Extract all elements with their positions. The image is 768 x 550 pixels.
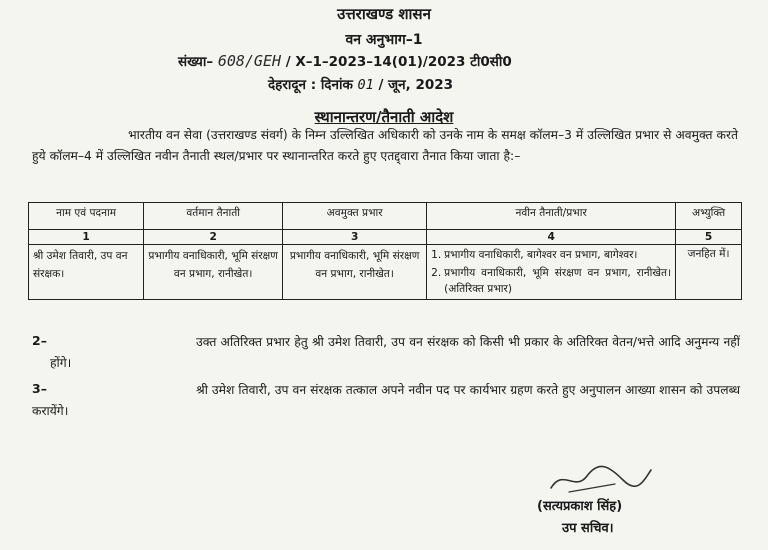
signature-mark <box>545 462 655 496</box>
column-number: 3 <box>283 230 427 245</box>
new-posting-item-number: 2. <box>431 267 442 279</box>
order-date <box>268 75 453 93</box>
new-posting-item-text: प्रभागीय वनाधिकारी, बागेश्वर वन प्रभाग, बागेश्वर। <box>444 249 638 261</box>
new-posting-cell <box>427 245 676 300</box>
current-posting-cell: प्रभागीय वनाधिकारी, भूमि संरक्षण वन प्रभाग, रानीखेत। <box>144 245 283 300</box>
para-2-number: 2– <box>32 333 47 348</box>
officer-name-cell: श्री उमेश तिवारी, उप वन संरक्षक। <box>29 245 144 300</box>
department-heading: वन अनुभाग–1 <box>345 32 423 48</box>
header-new-posting: नवीन तैनाती/प्रभार <box>427 203 676 230</box>
reference-number <box>178 52 512 70</box>
new-posting-item-number: 1. <box>431 249 442 261</box>
table-row <box>29 245 742 300</box>
date-handwritten: 01 <box>357 77 374 93</box>
new-posting-item <box>431 247 671 263</box>
column-number-row <box>29 230 742 245</box>
government-heading: उत्तराखण्ड शासन <box>337 5 431 23</box>
date-suffix: / जून, 2023 <box>378 77 454 93</box>
new-posting-item-text: प्रभागीय वनाधिकारी, भूमि संरक्षण वन प्रभाग, रानीखेत। (अतिरिक्त प्रभार) <box>444 267 672 295</box>
order-title <box>0 107 768 127</box>
signatory-name: (सत्यप्रकाश सिंह) <box>537 499 623 514</box>
transfer-table <box>28 202 742 300</box>
para-2-text: उक्त अतिरिक्त प्रभार हेतु श्री उमेश तिवारी, उप वन संरक्षक को किसी भी प्रकार के अतिरिक्त वेतन/भत्ते आदि अनुमन्य नहीं होंगे। <box>50 335 740 370</box>
reference-handwritten: 608/GEH <box>217 52 282 70</box>
new-posting-item <box>431 265 671 297</box>
column-number: 1 <box>29 230 144 245</box>
remarks-cell: जनहित में। <box>676 245 742 300</box>
para-3-number: 3– <box>32 381 47 396</box>
header-remarks: अभ्युक्ति <box>676 203 742 230</box>
table-header-row <box>29 203 742 230</box>
reference-label: संख्या– <box>178 54 214 70</box>
header-relieved-charge: अवमुक्त प्रभार <box>283 203 427 230</box>
reference-rest: / X–1–2023–14(01)/2023 टी0सी0 <box>285 54 512 70</box>
column-number: 2 <box>144 230 283 245</box>
header-current-posting: वर्तमान तैनाती <box>144 203 283 230</box>
date-prefix: देहरादून : दिनांक <box>268 77 353 93</box>
para-3-text: श्री उमेश तिवारी, उप वन संरक्षक तत्काल अपने नवीन पद पर कार्यभार ग्रहण करते हुए अनुपालन आख्या शासन को उपलब्ध करायेंगे। <box>32 383 740 418</box>
header-name: नाम एवं पदनाम <box>29 203 144 230</box>
column-number: 5 <box>676 230 742 245</box>
intro-paragraph: भारतीय वन सेवा (उत्तराखण्ड संवर्ग) के निम्न उल्लिखित अधिकारी को उनके नाम के समक्ष कॉलम–3 में उल्लिखित प्रभार से अवमुक्त करते हुये कॉलम–4 में उल्लिखित नवीन तैनाती स्थल/प्रभार पर स्थानान्तरित करते हुए एतद्द्वारा तैनात किया जाता है:– <box>32 128 738 163</box>
order-title-text: स्थानान्तरण/तैनाती आदेश <box>314 108 454 126</box>
relieved-charge-cell: प्रभागीय वनाधिकारी, भूमि संरक्षण वन प्रभाग, रानीखेत। <box>283 245 427 300</box>
signatory-designation: उप सचिव। <box>562 521 614 536</box>
column-number: 4 <box>427 230 676 245</box>
